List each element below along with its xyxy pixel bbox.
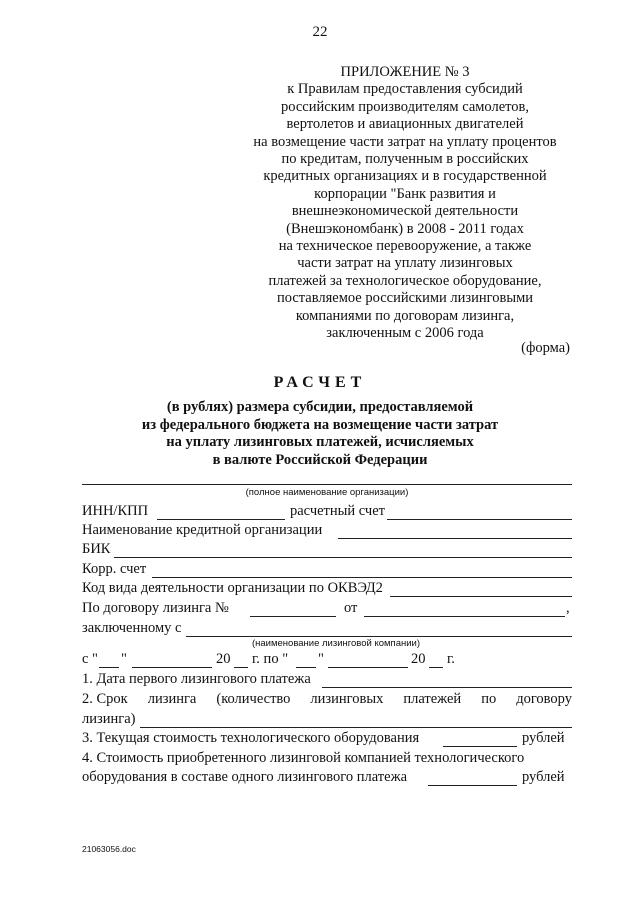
item-4-field[interactable]: [428, 785, 517, 786]
item-1-label: 1. Дата первого лизингового платежа: [82, 671, 311, 687]
document-title: РАСЧЕТ: [273, 374, 367, 391]
period-to-year[interactable]: [429, 667, 443, 668]
item-2-word: (количество: [216, 691, 291, 707]
appendix-line: платежей за технологическое оборудование,: [268, 272, 542, 289]
credit-org-field[interactable]: [338, 538, 572, 539]
subtitle-line: в валюте Российской Федерации: [212, 451, 428, 468]
form-label: (форма): [521, 340, 570, 356]
appendix-line: кредитных организациях и в государственной: [263, 168, 547, 185]
item-4-text: 4. Стоимость приобретенного лизинговой компанией технологического: [82, 750, 525, 766]
item-1-field[interactable]: [322, 687, 572, 688]
appendix-line: (Внешэкономбанк) в 2008 - 2011 годах: [286, 220, 524, 237]
appendix-line: на возмещение части затрат на уплату процентов: [253, 133, 557, 150]
appendix-line: корпорации "Банк развития и: [314, 185, 496, 202]
corr-label: Корр. счет: [82, 561, 147, 577]
year-prefix: 20: [216, 651, 231, 667]
item-4-line-1: [82, 750, 572, 767]
item-4-line-2: оборудования в составе одного лизингового платежа: [82, 769, 408, 785]
item-3-label: 3. Текущая стоимость технологического оборудования: [82, 730, 420, 746]
period-from-day[interactable]: [99, 667, 119, 668]
period-to-day[interactable]: [296, 667, 316, 668]
okved-field[interactable]: [390, 596, 572, 597]
period-from-year[interactable]: [234, 667, 248, 668]
item-2-word: 2. Срок: [82, 691, 128, 707]
account-field[interactable]: [387, 519, 572, 520]
appendix-heading: ПРИЛОЖЕНИЕ № 3: [340, 64, 470, 80]
appendix-line: к Правилам предоставления субсидий: [287, 81, 523, 98]
org-name-line[interactable]: [82, 484, 572, 485]
contract-number-field[interactable]: [250, 616, 336, 617]
credit-org-label: Наименование кредитной организации: [82, 522, 323, 538]
year-prefix: 20: [411, 651, 426, 667]
contract-label: По договору лизинга №: [82, 600, 229, 616]
quote-close: ": [121, 651, 127, 667]
contract-date-field[interactable]: [364, 616, 565, 617]
page-number: 22: [312, 24, 328, 40]
item-3-unit: рублей: [522, 730, 565, 746]
subtitle-line: (в рублях) размера субсидии, предоставляемой: [166, 399, 474, 415]
year-suffix: г.: [447, 651, 455, 667]
appendix-line: на техническое перевооружение, а также: [278, 238, 532, 255]
appendix-line: российским производителям самолетов,: [280, 98, 530, 115]
item-2-continuation: лизинга): [82, 711, 136, 727]
contract-from-label: от: [344, 600, 358, 616]
concluded-label: заключенному с: [82, 620, 182, 636]
subtitle-line: из федерального бюджета на возмещение части затрат: [141, 416, 499, 433]
item-2-word: платежей: [403, 691, 462, 707]
appendix-line: поставляемое российскими лизинговыми: [276, 290, 534, 307]
item-2-field[interactable]: [140, 727, 572, 728]
corr-field[interactable]: [152, 577, 572, 578]
period-from-month[interactable]: [132, 667, 212, 668]
quote-close: ": [318, 651, 324, 667]
subtitle-line: на уплату лизинговых платежей, исчисляемых: [166, 434, 474, 450]
account-label: расчетный счет: [290, 503, 385, 519]
lessor-caption: (наименование лизинговой компании): [251, 638, 421, 649]
inn-field[interactable]: [157, 519, 285, 520]
appendix-line: вертолетов и авиационных двигателей: [286, 116, 524, 133]
appendix-header: [232, 64, 578, 343]
bik-label: БИК: [82, 541, 111, 557]
file-name-footer: 21063056.doc: [82, 844, 136, 854]
period-to-month[interactable]: [328, 667, 408, 668]
comma: ,: [566, 600, 570, 616]
appendix-line: заключенным с 2006 года: [326, 325, 484, 342]
item-4-unit: рублей: [522, 769, 565, 785]
item-2-word: по: [481, 691, 497, 707]
appendix-line: по кредитам, полученным в российских: [281, 151, 529, 168]
item-2-word: лизинга: [147, 691, 197, 707]
document-subtitle: [110, 399, 530, 469]
item-2-word: лизинговых: [310, 691, 384, 707]
appendix-line: компаниями по договорам лизинга,: [295, 307, 515, 324]
item-2-label: [82, 691, 572, 708]
period-to-label: г. по ": [252, 651, 289, 667]
inn-label: ИНН/КПП: [82, 503, 149, 519]
appendix-line: внешнеэкономической деятельности: [291, 203, 519, 220]
appendix-line: части затрат на уплату лизинговых: [297, 255, 513, 272]
lessor-field[interactable]: [186, 636, 572, 637]
item-2-word: договору: [516, 691, 572, 707]
org-name-caption: (полное наименование организации): [245, 487, 409, 498]
okved-label: Код вида деятельности организации по ОКВЭД2: [82, 580, 383, 596]
item-3-field[interactable]: [443, 746, 517, 747]
bik-field[interactable]: [114, 557, 572, 558]
period-from-label: с ": [82, 651, 98, 667]
